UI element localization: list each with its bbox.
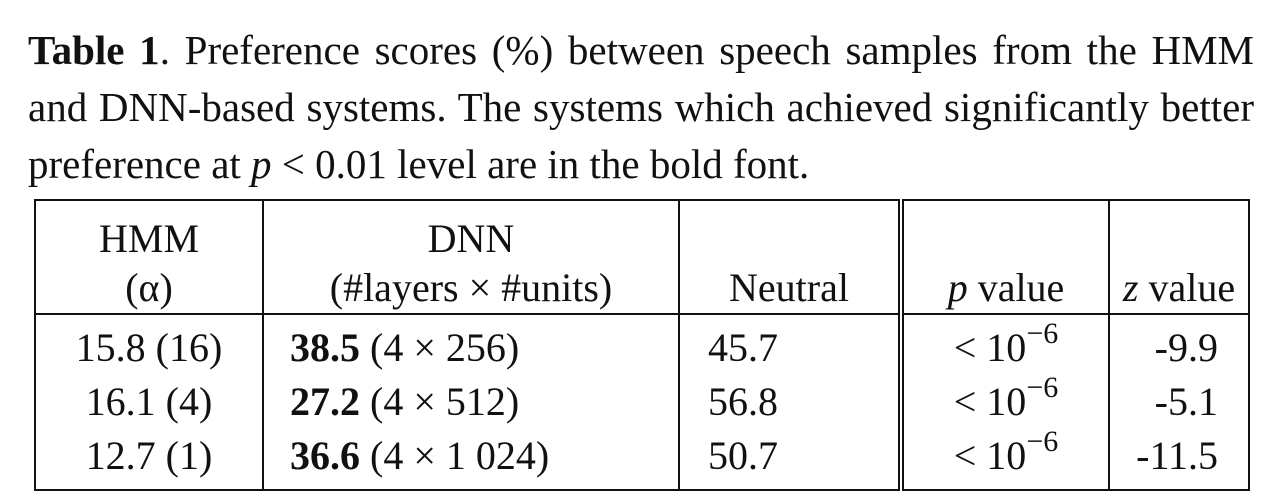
header-z-label: value xyxy=(1138,265,1236,310)
cell-hmm: 15.8 (16) xyxy=(35,314,263,375)
header-row-1 xyxy=(35,200,1249,259)
p-exponent: −6 xyxy=(1026,424,1059,458)
table-row xyxy=(35,314,1249,375)
cell-neutral: 50.7 xyxy=(679,429,901,490)
header-empty-p xyxy=(901,200,1109,259)
caption-text-1: Preference scores (%) between speech samples from the HMM and DNN-based systems. The systems which achieved significantly better preference at xyxy=(28,27,1254,187)
header-empty-neutral xyxy=(679,200,901,259)
p-exponent: −6 xyxy=(1026,316,1059,350)
header-neutral: Neutral xyxy=(679,259,901,314)
cell-dnn xyxy=(263,314,679,375)
cell-z-value: -5.1 xyxy=(1154,379,1218,424)
table-row xyxy=(35,429,1249,490)
header-dnn-config: (#layers × #units) xyxy=(263,259,679,314)
header-hmm-alpha: (α) xyxy=(35,259,263,314)
dnn-score: 38.5 xyxy=(290,325,360,370)
cell-neutral: 56.8 xyxy=(679,375,901,429)
dnn-score: 36.6 xyxy=(290,433,360,478)
header-row-2 xyxy=(35,259,1249,314)
cell-dnn xyxy=(263,375,679,429)
header-empty-z xyxy=(1109,200,1249,259)
cell-hmm: 12.7 (1) xyxy=(35,429,263,490)
cell-neutral: 45.7 xyxy=(679,314,901,375)
dnn-config: (4 × 512) xyxy=(360,379,520,424)
table-caption xyxy=(28,22,1254,193)
header-hmm: HMM xyxy=(35,200,263,259)
table-row xyxy=(35,375,1249,429)
header-z-symbol: z xyxy=(1122,265,1139,310)
header-dnn: DNN xyxy=(263,200,679,259)
caption-text-2: < 0.01 level are in the bold font. xyxy=(271,141,810,187)
cell-dnn xyxy=(263,429,679,490)
p-prefix: < 10 xyxy=(953,433,1027,478)
dnn-config: (4 × 1 024) xyxy=(360,433,550,478)
preference-table xyxy=(34,199,1250,491)
cell-z-value: -9.9 xyxy=(1154,325,1218,370)
cell-p-value xyxy=(901,424,1109,490)
cell-hmm: 16.1 (4) xyxy=(35,375,263,429)
dnn-score: 27.2 xyxy=(290,379,360,424)
header-p-symbol: p xyxy=(947,265,968,310)
header-z-value xyxy=(1109,259,1249,314)
dnn-config: (4 × 256) xyxy=(360,325,520,370)
cell-p-value xyxy=(901,370,1109,429)
header-p-label: value xyxy=(967,265,1065,310)
header-p-value xyxy=(901,259,1109,314)
cell-p-value xyxy=(901,314,1109,375)
p-prefix: < 10 xyxy=(953,379,1027,424)
p-prefix: < 10 xyxy=(953,325,1027,370)
p-exponent: −6 xyxy=(1026,370,1059,404)
caption-separator: . xyxy=(159,27,170,73)
caption-p-symbol: p xyxy=(251,141,272,187)
cell-z-value: -11.5 xyxy=(1136,433,1218,478)
caption-label: Table 1 xyxy=(28,27,160,73)
